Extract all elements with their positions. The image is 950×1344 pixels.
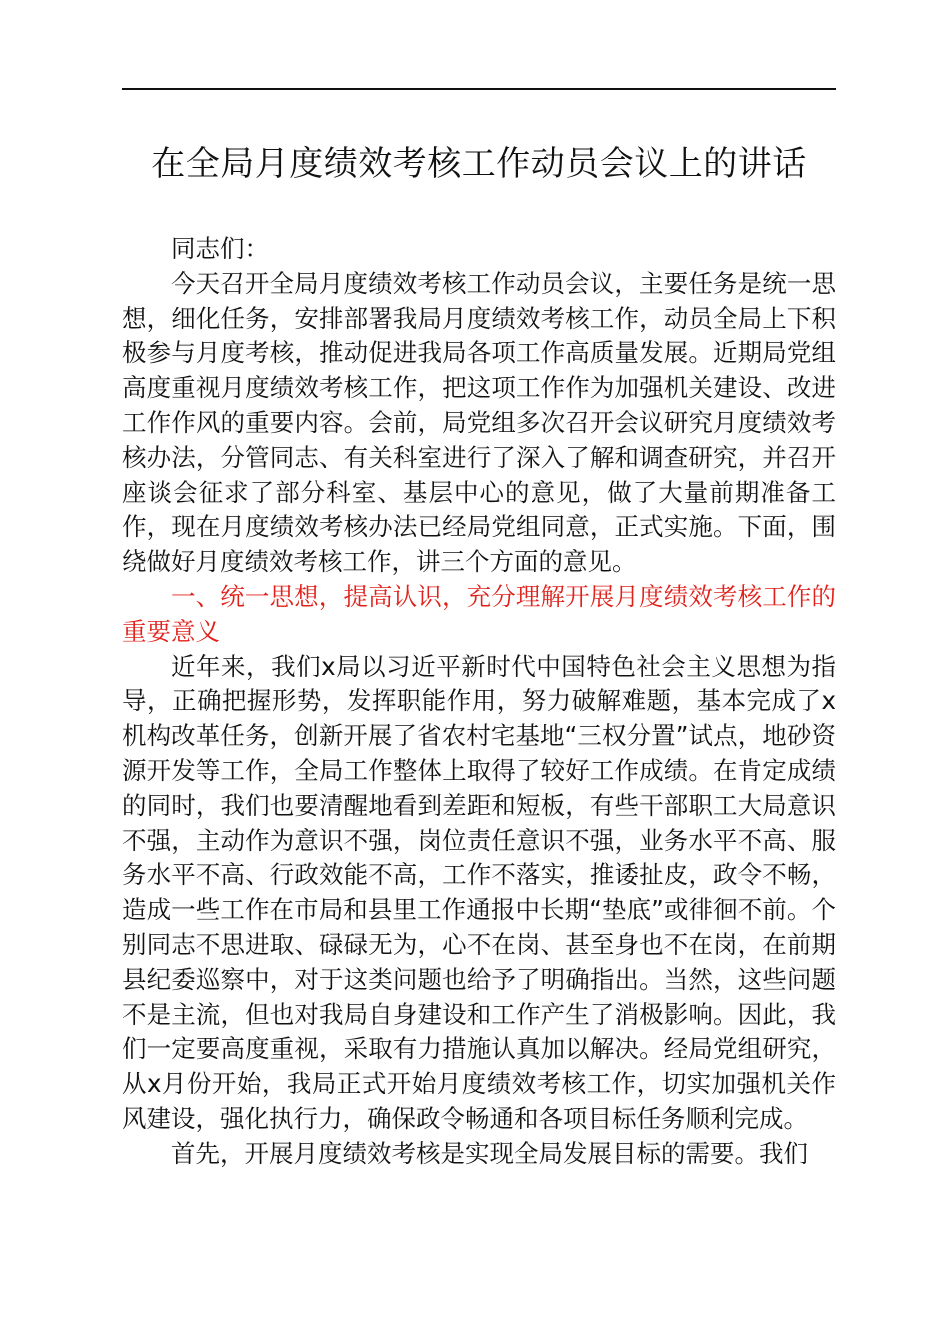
header-rule [122,88,836,90]
paragraph-intro: 今天召开全局月度绩效考核工作动员会议，主要任务是统一思想，细化任务，安排部署我局月度绩效考核工作，动员全局上下积极参与月度考核，推动促进我局各项工作高质量发展。近期局党组高度重视月度绩效考核工作，把这项工作作为加强机关建设、改进工作作风的重要内容。会前，局党组多次召开会议研究月度绩效考核办法，分管同志、有关科室进行了深入了解和调查研究，并召开座谈会征求了部分科室、基层中心的意见，做了大量前期准备工作，现在月度绩效考核办法已经局党组同意，正式实施。下面，围绕做好月度绩效考核工作，讲三个方面的意见。 [122,268,836,577]
document-body [122,232,836,1172]
salutation: 同志们： [171,234,269,263]
section-heading-1: 一、统一思想，提高认识，充分理解开展月度绩效考核工作的重要意义 [122,581,836,646]
paragraph-background: 近年来，我们x局以习近平新时代中国特色社会主义思想为指导，正确把握形势，发挥职能作用，努力破解难题，基本完成了x机构改革任务，创新开展了省农村宅基地“三权分置”试点，地砂资源开发等工作，全局工作整体上取得了较好工作成绩。在肯定成绩的同时，我们也要清醒地看到差距和短板，有些干部职工大局意识不强，主动作为意识不强，岗位责任意识不强，业务水平不高、服务水平不高、行政效能不高，工作不落实，推诿扯皮，政令不畅，造成一些工作在市局和县里工作通报中长期“垫底”或徘徊不前。个别同志不思进取、碌碌无为，心不在岗、甚至身也不在岗，在前期县纪委巡察中，对于这类问题也给予了明确指出。当然，这些问题不是主流，但也对我局自身建设和工作产生了消极影响。因此，我们一定要高度重视，采取有力措施认真加以解决。经局党组研究，从x月份开始，我局正式开始月度绩效考核工作，切实加强机关作风建设，强化执行力，确保政令畅通和各项目标任务顺利完成。 [122,651,836,1133]
document-title: 在全局月度绩效考核工作动员会议上的讲话 [151,144,807,184]
paragraph-first-point: 首先，开展月度绩效考核是实现全局发展目标的需要。我们 [171,1138,808,1168]
